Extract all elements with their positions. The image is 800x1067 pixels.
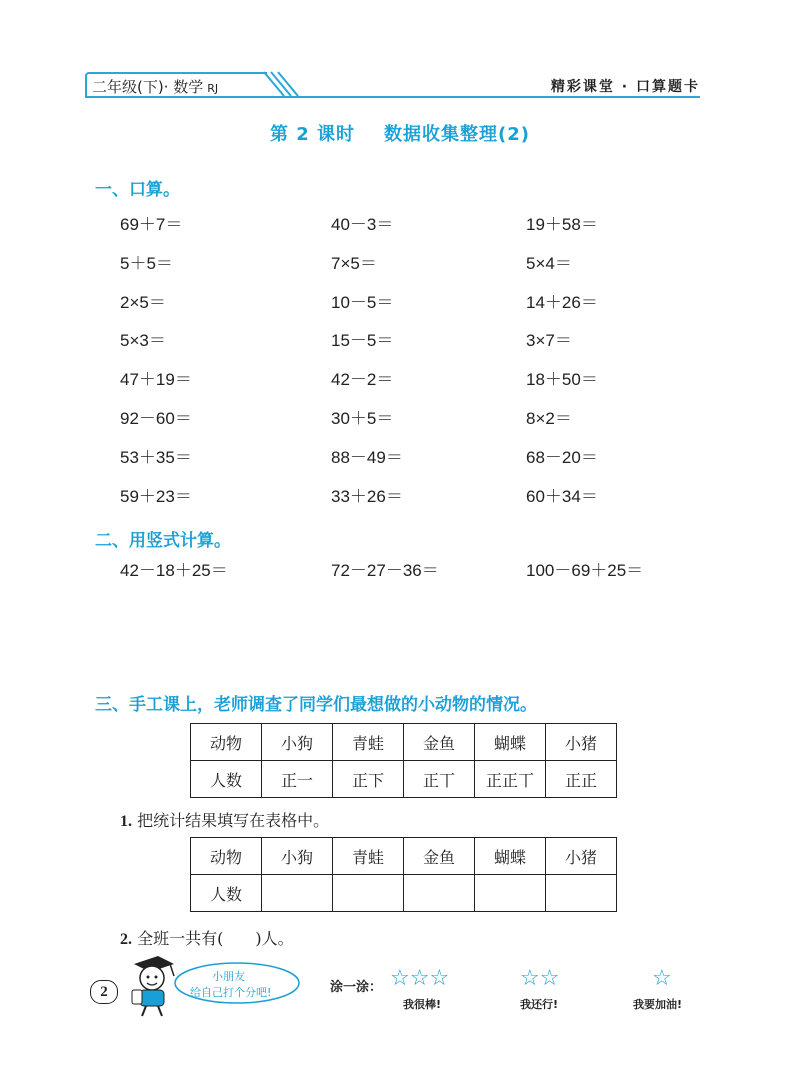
table-cell: 青蛙 <box>333 838 404 875</box>
vertical-calc-item-1: 42－18＋25＝ <box>120 561 228 580</box>
star-rating-one[interactable]: ☆ <box>652 966 672 991</box>
mental-math-item: 15－5＝ <box>331 331 394 351</box>
section-2-heading: 二、用竖式计算。 <box>95 531 231 551</box>
header-grade-subject <box>92 76 218 97</box>
rating-label: 涂一涂： <box>330 980 383 995</box>
answer-table-data-row <box>191 875 617 912</box>
table-cell: 小狗 <box>262 838 333 875</box>
lesson-title: 第 2 课时 数据收集整理(2) <box>269 124 531 145</box>
header-left-text: 二年级(下)· 数学 <box>92 78 204 96</box>
question-1 <box>120 808 329 831</box>
header-stripes-decoration <box>262 70 302 98</box>
mental-math-item: 2×5＝ <box>120 292 166 312</box>
rating-caption-ok: 我还行! <box>520 998 559 1011</box>
answer-table-header-row <box>191 838 617 875</box>
header-edition: RJ <box>207 82 219 95</box>
answer-cell[interactable] <box>333 875 404 912</box>
table-cell: 动物 <box>191 724 262 761</box>
question-2-text: 全班一共有( )人。 <box>137 929 294 948</box>
tally-mark-cell: 正下 <box>333 761 404 798</box>
table-cell: 金鱼 <box>404 724 475 761</box>
mental-math-item: 3×7＝ <box>526 331 572 351</box>
answer-cell[interactable] <box>475 875 546 912</box>
mental-math-item: 14＋26＝ <box>526 292 598 312</box>
star-rating-three[interactable]: ☆☆☆ <box>390 966 450 991</box>
answer-cell[interactable] <box>546 875 617 912</box>
tally-mark-cell: 正丅 <box>404 761 475 798</box>
table-cell: 人数 <box>191 761 262 798</box>
question-1-number: 1. <box>120 813 132 830</box>
table-cell: 小猪 <box>546 838 617 875</box>
mental-math-item: 10－5＝ <box>331 292 394 312</box>
mental-math-item: 33＋26＝ <box>331 486 403 506</box>
tally-mark-cell: 正正丅 <box>475 761 546 798</box>
mental-math-item: 88－49＝ <box>331 447 403 467</box>
table-cell: 小猪 <box>546 724 617 761</box>
mental-math-item: 30＋5＝ <box>331 409 394 428</box>
mental-math-item: 40－3＝ <box>331 215 394 234</box>
rating-caption-great: 我很棒! <box>403 998 442 1011</box>
mental-math-item: 19＋58＝ <box>526 215 598 234</box>
mental-math-item: 5×3＝ <box>120 331 166 351</box>
tally-table-data-row <box>191 761 617 798</box>
table-cell: 青蛙 <box>333 724 404 761</box>
mental-math-item: 5×4＝ <box>526 253 572 273</box>
bubble-line-1: 小朋友 <box>212 970 245 983</box>
mental-math-item: 60＋34＝ <box>526 486 598 506</box>
rating-caption-try: 我要加油! <box>633 998 683 1011</box>
section-1-heading: 一、口算。 <box>95 180 180 200</box>
mental-math-item: 42－2＝ <box>331 370 394 390</box>
bubble-line-2: 给自己打个分吧! <box>190 986 272 999</box>
table-cell: 动物 <box>191 838 262 875</box>
tally-mark-cell: 正一 <box>262 761 333 798</box>
tally-table-header-row <box>191 724 617 761</box>
mental-math-item: 68－20＝ <box>526 447 598 467</box>
vertical-calc-item-3: 100－69＋25＝ <box>526 561 644 580</box>
table-cell: 人数 <box>191 875 262 912</box>
question-1-text: 把统计结果填写在表格中。 <box>137 811 330 830</box>
question-2-number: 2. <box>120 931 132 948</box>
mental-math-item: 53＋35＝ <box>120 447 192 467</box>
header-series-title: 精彩课堂 · 口算题卡 <box>550 79 700 95</box>
mental-math-item: 59＋23＝ <box>120 486 192 506</box>
star-rating-two[interactable]: ☆☆ <box>520 966 560 991</box>
answer-cell[interactable] <box>404 875 475 912</box>
tally-table <box>190 723 617 798</box>
mental-math-item: 47＋19＝ <box>120 370 192 390</box>
page-number: 2 <box>90 980 118 1004</box>
mental-math-item: 69＋7＝ <box>120 215 183 234</box>
mental-math-item: 92－60＝ <box>120 409 192 428</box>
table-cell: 金鱼 <box>404 838 475 875</box>
question-2 <box>120 926 294 949</box>
table-cell: 蝴蝶 <box>475 724 546 761</box>
student-mascot-icon <box>120 950 180 1020</box>
mental-math-item: 18＋50＝ <box>526 370 598 390</box>
mental-math-item: 7×5＝ <box>331 253 377 273</box>
section-3-heading: 三、手工课上，老师调查了同学们最想做的小动物的情况。 <box>95 695 537 715</box>
table-cell: 小狗 <box>262 724 333 761</box>
tally-mark-cell: 正正 <box>546 761 617 798</box>
mental-math-item: 8×2＝ <box>526 409 572 428</box>
vertical-calc-item-2: 72－27－36＝ <box>331 561 439 580</box>
mental-math-item: 5＋5＝ <box>120 253 173 273</box>
answer-table <box>190 837 617 912</box>
table-cell: 蝴蝶 <box>475 838 546 875</box>
answer-cell[interactable] <box>262 875 333 912</box>
